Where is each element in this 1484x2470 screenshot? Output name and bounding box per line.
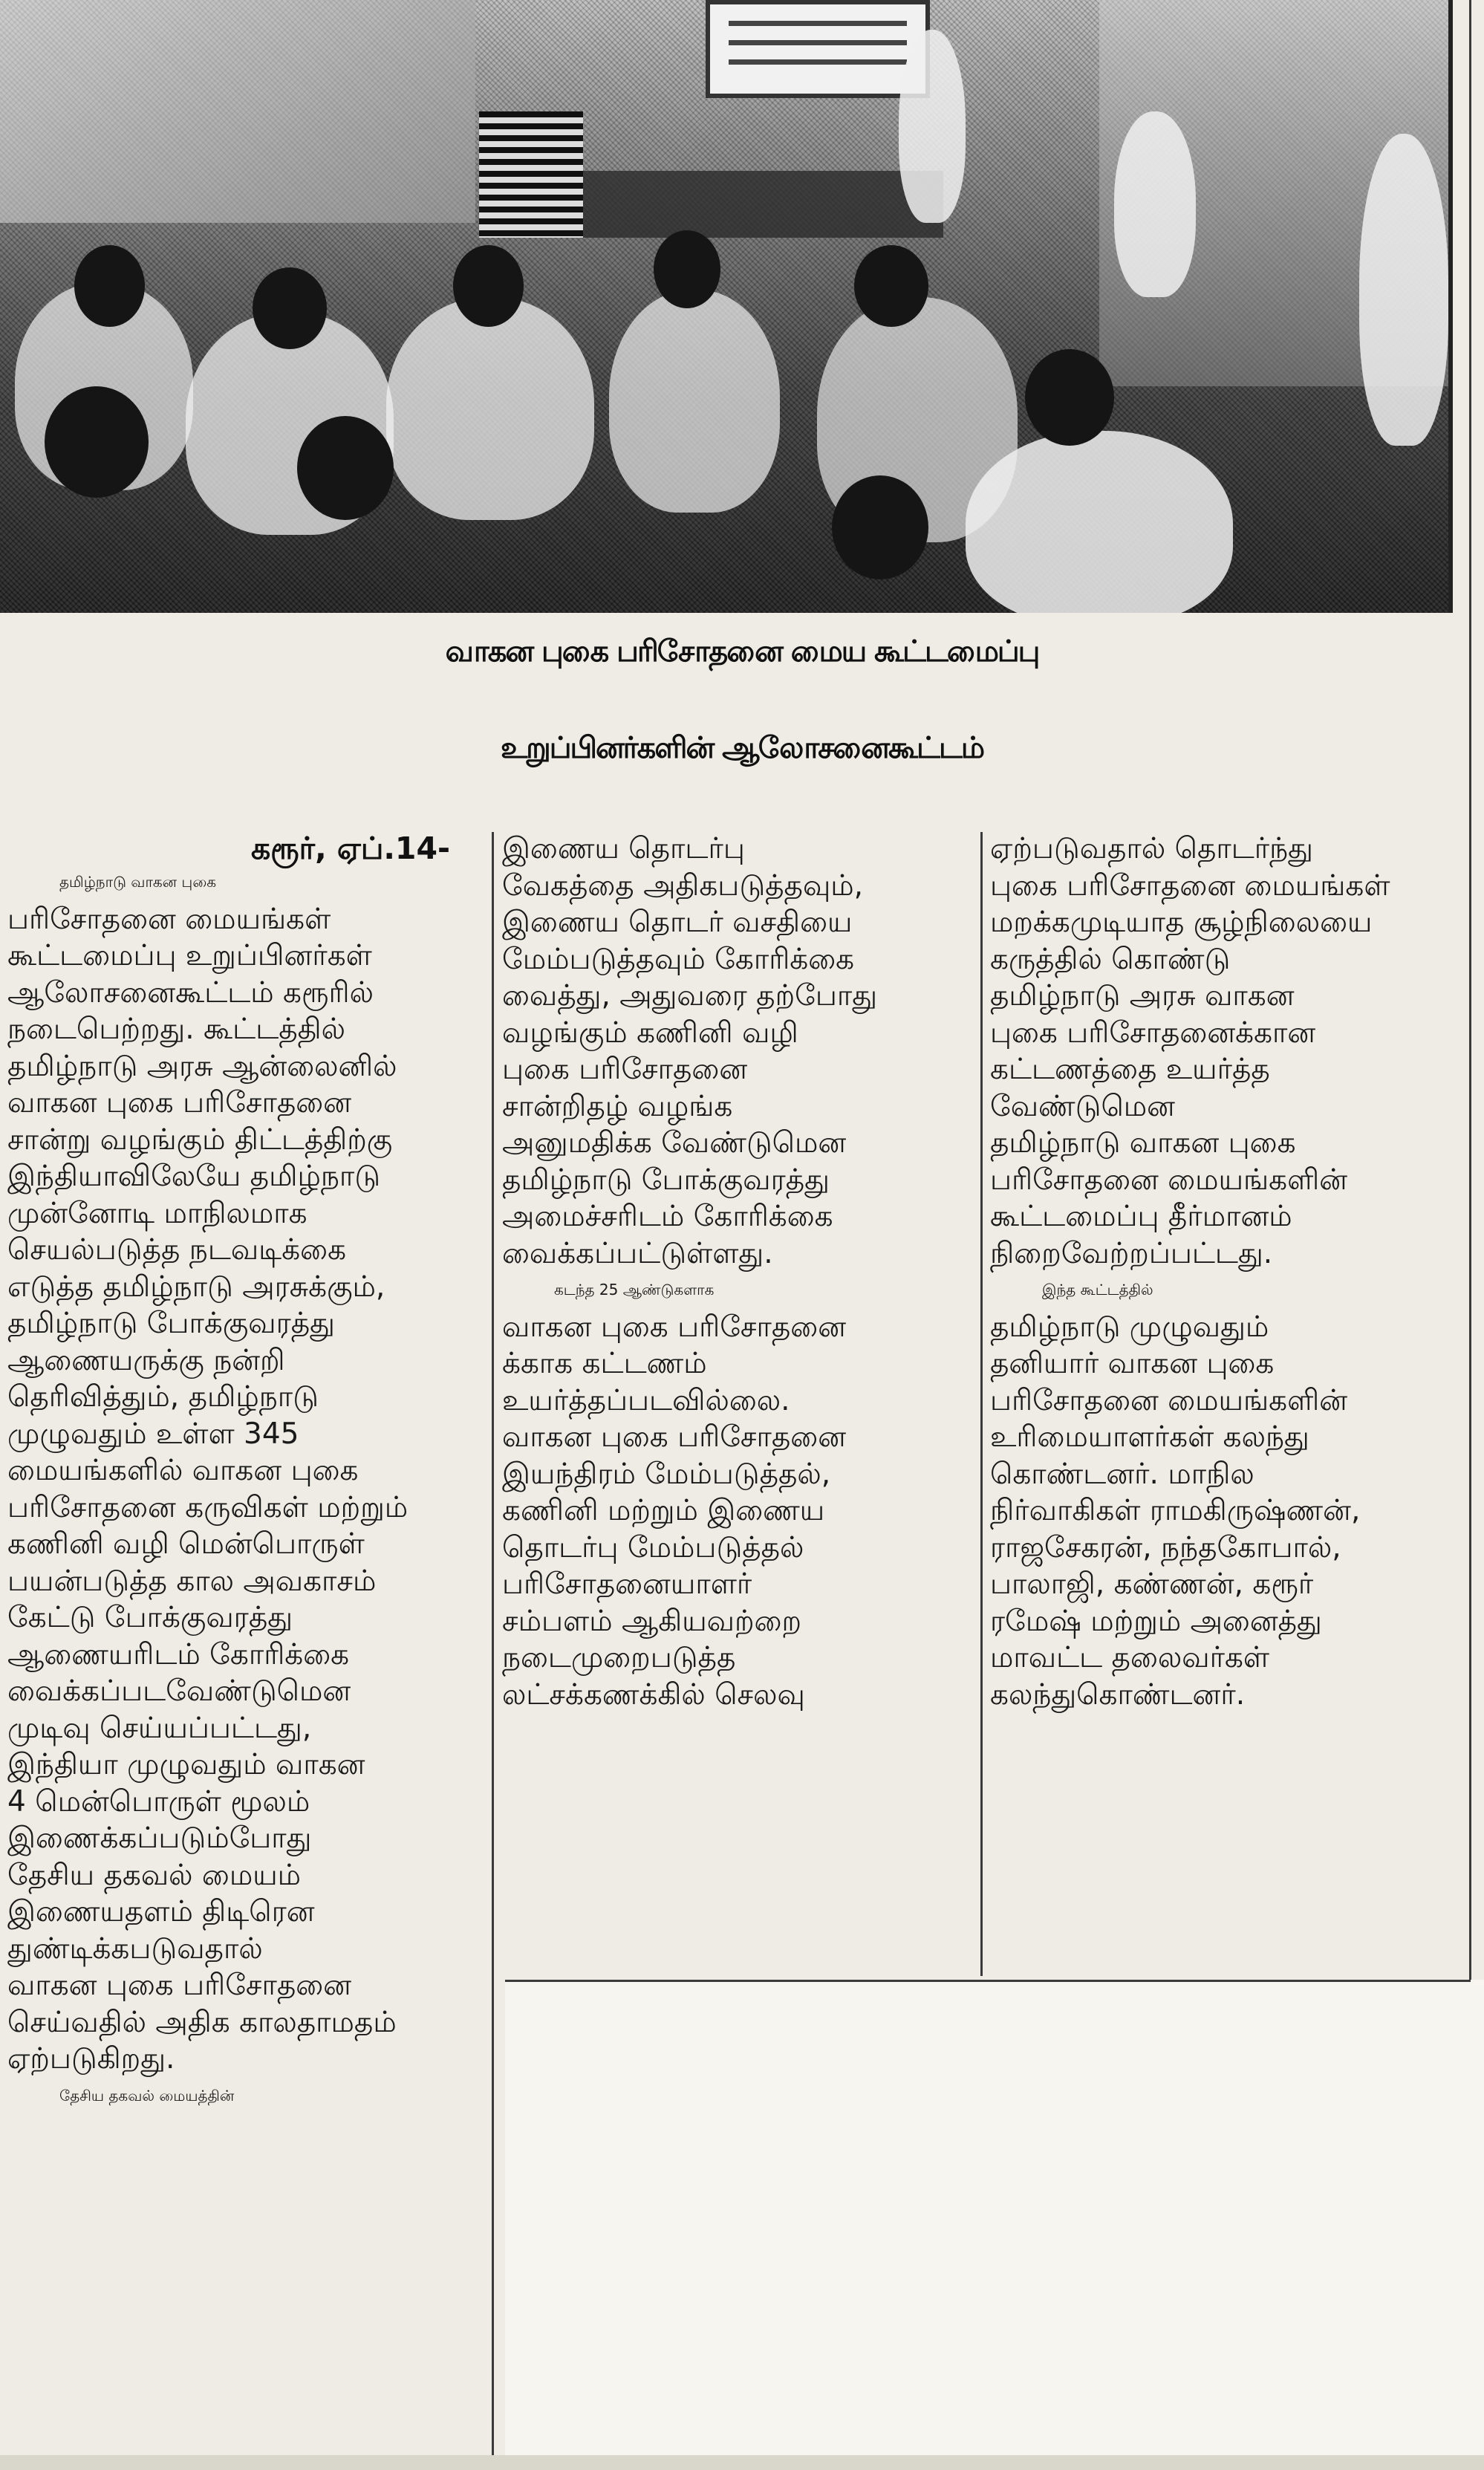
article-line: கூட்டமைப்பு தீர்மானம் — [990, 1200, 1292, 1233]
article-line: தமிழ்நாடு போக்குவரத்து — [502, 1163, 830, 1197]
article-line: வைக்கப்படவேண்டுமென — [7, 1674, 351, 1708]
article-line: எடுத்த தமிழ்நாடு அரசுக்கும், — [7, 1270, 385, 1304]
article-line: பரிசோதனை மையங்கள் — [7, 902, 331, 936]
photo-attendee — [966, 431, 1233, 613]
article-line: பயன்படுத்த கால அவகாசம் — [7, 1564, 377, 1598]
article-line: தமிழ்நாடு வாகன புகை — [990, 1126, 1296, 1160]
article-line: தமிழ்நாடு வாகன புகை — [59, 873, 217, 891]
article-line: செய்வதில் அதிக காலதாமதம் — [7, 2005, 397, 2039]
article-line: நிர்வாகிகள் ராமகிருஷ்ணன், — [990, 1494, 1361, 1527]
article-line: தமிழ்நாடு அரசு ஆன்லைனில் — [7, 1049, 397, 1083]
article-line: வழங்கும் கணினி வழி — [502, 1015, 798, 1050]
article-line: செயல்படுத்த நடவடிக்கை — [7, 1233, 347, 1267]
headline-line-2: உறுப்பினர்களின் ஆலோசனைகூட்டம் — [500, 731, 984, 765]
article-line: பரிசோதனை மையங்களின் — [990, 1163, 1348, 1197]
article-line: முடிவு செய்யப்பட்டது, — [7, 1711, 312, 1745]
article-line: பரிசோதனை கருவிகள் மற்றும் — [7, 1490, 409, 1524]
photo-head — [253, 267, 327, 349]
photo-head — [74, 245, 145, 327]
column-divider — [980, 832, 983, 1976]
article-line: தமிழ்நாடு அரசு வாகன — [990, 979, 1295, 1013]
article-line: கணினி வழி மென்பொருள் — [7, 1527, 365, 1561]
article-line: தேசிய தகவல் மையத்தின் — [59, 2086, 235, 2105]
article-line: ஏற்படுகிறது. — [7, 2042, 175, 2076]
dateline: கரூர், ஏப்.14- — [251, 831, 451, 866]
column-divider — [492, 832, 494, 2466]
article-line: ராஜசேகரன், நந்தகோபால், — [990, 1530, 1341, 1564]
article-line: ஆணையருக்கு நன்றி — [7, 1343, 285, 1377]
photo-head — [1025, 349, 1114, 446]
article-line: ரமேஷ் மற்றும் அனைத்து — [990, 1604, 1322, 1638]
article-line: வாகன புகை பரிசோதனை — [7, 1969, 352, 2002]
headline-line-1: வாகன புகை பரிசோதனை மைய கூட்டமைப்பு — [445, 634, 1039, 669]
article-line: வாகன புகை பரிசோதனை — [7, 1086, 352, 1119]
blank-area — [505, 1980, 1484, 2470]
news-photo — [0, 0, 1453, 613]
article-line: வாகன புகை பரிசோதனை — [502, 1420, 847, 1454]
article-line: தொடர்பு மேம்படுத்தல் — [502, 1530, 804, 1564]
article-line: க்காக கட்டணம் — [502, 1347, 707, 1380]
article-line: கட்டணத்தை உயர்த்த — [990, 1053, 1270, 1086]
article-line: மாவட்ட தலைவர்கள் — [990, 1641, 1270, 1674]
article-line: சான்று வழங்கும் திட்டத்திற்கு — [7, 1122, 393, 1157]
article-line: சான்றிதழ் வழங்க — [502, 1089, 733, 1123]
article-line: ஆலோசனைகூட்டம் கரூரில் — [7, 975, 374, 1010]
article-line: தமிழ்நாடு போக்குவரத்து — [7, 1307, 335, 1340]
photo-standing-man — [1114, 111, 1196, 297]
article-line: தெரிவித்தும், தமிழ்நாடு — [7, 1380, 319, 1414]
article-line: வைக்கப்பட்டுள்ளது. — [502, 1236, 773, 1270]
article-line: கருத்தில் கொண்டு — [990, 942, 1231, 976]
article-line: உரிமையாளர்கள் கலந்து — [990, 1420, 1309, 1454]
article-line: தனியார் வாகன புகை — [990, 1347, 1275, 1380]
article-line: இந்தியாவிலேயே தமிழ்நாடு — [7, 1160, 381, 1193]
article-column-1 — [7, 864, 483, 2114]
photo-attendee — [609, 290, 780, 513]
article-line: பாலாஜி, கண்ணன், கரூர் — [990, 1567, 1314, 1601]
article-line: நடைமுறைபடுத்த — [502, 1641, 736, 1674]
article-line: கூட்டமைப்பு உறுப்பினர்கள் — [7, 939, 372, 972]
article-line: தமிழ்நாடு முழுவதும் — [990, 1310, 1269, 1344]
article-line: இணைக்கப்படும்போது — [7, 1821, 312, 1855]
article-line: முன்னோடி மாநிலமாக — [7, 1196, 307, 1230]
photo-head — [832, 475, 928, 579]
page-bottom-edge — [0, 2455, 1484, 2470]
article-line: வைத்து, அதுவரை தற்போது — [502, 979, 878, 1013]
photo-speaker — [899, 30, 966, 223]
article-line: தேசிய தகவல் மையம் — [7, 1858, 302, 1892]
article-line: கேட்டு போக்குவரத்து — [7, 1601, 293, 1634]
article-line: இணையதளம் திடிரென — [7, 1895, 315, 1928]
article-line: மையங்களில் வாகன புகை — [7, 1454, 359, 1487]
headline — [0, 603, 1484, 796]
article-column-3 — [990, 831, 1465, 1713]
article-line: ஏற்படுவதால் தொடர்ந்து — [990, 832, 1313, 865]
photo-head — [654, 230, 720, 308]
article-line: நடைபெற்றது. கூட்டத்தில் — [7, 1013, 345, 1046]
article-line: அனுமதிக்க வேண்டுமென — [502, 1126, 847, 1160]
article-line: கணினி மற்றும் இணைய — [502, 1494, 825, 1527]
article-line: புகை பரிசோதனைக்கான — [990, 1015, 1316, 1050]
photo-head — [297, 416, 394, 520]
article-line: கலந்துகொண்டனர். — [990, 1677, 1246, 1712]
article-column-2 — [502, 831, 977, 1713]
photo-standing-man-right — [1359, 134, 1448, 446]
article-line: ஆணையரிடம் கோரிக்கை — [7, 1637, 350, 1671]
article-line: மறக்கமுடியாத சூழ்நிலையை — [990, 906, 1373, 939]
photo-attendee — [386, 297, 594, 520]
article-line: இணைய தொடர் வசதியை — [502, 906, 853, 939]
article-line: கடந்த 25 ஆண்டுகளாக — [554, 1281, 715, 1299]
article-line: லட்சக்கணக்கில் செலவு — [502, 1677, 805, 1712]
article-line: பரிசோதனையாளர் — [502, 1567, 752, 1601]
article-line: உயர்த்தப்படவில்லை. — [502, 1383, 790, 1417]
article-line: 4 மென்பொருள் மூலம் — [7, 1784, 310, 1819]
article-line: பரிசோதனை மையங்களின் — [990, 1383, 1348, 1417]
article-line: அமைச்சரிடம் கோரிக்கை — [502, 1200, 833, 1233]
article-line: இணைய தொடர்பு — [502, 832, 745, 865]
article-line: முழுவதும் உள்ள 345 — [7, 1417, 299, 1451]
article-line: சம்பளம் ஆகியவற்றை — [502, 1604, 802, 1638]
article-line: புகை பரிசோதனை — [502, 1053, 748, 1086]
photo-head — [453, 245, 524, 327]
article-line: இந்தியா முழுவதும் வாகன — [7, 1748, 365, 1781]
section-divider — [505, 1980, 1471, 1982]
photo-stage-banner — [706, 0, 930, 98]
article-line: வாகன புகை பரிசோதனை — [502, 1310, 847, 1344]
article-line: துண்டிக்கபடுவதால் — [7, 1931, 263, 1966]
article-line: இந்த கூட்டத்தில் — [1042, 1281, 1153, 1299]
article-line: புகை பரிசோதனை மையங்கள் — [990, 868, 1390, 903]
photo-podium — [479, 111, 583, 238]
article-line: வேண்டுமென — [990, 1089, 1176, 1123]
photo-wall-left — [0, 0, 475, 223]
article-line: இயந்திரம் மேம்படுத்தல், — [502, 1457, 831, 1491]
photo-head — [854, 245, 928, 327]
photo-head — [45, 386, 149, 498]
article-line: கொண்டனர். மாநில — [990, 1457, 1254, 1491]
article-line: நிறைவேற்றப்பட்டது. — [990, 1236, 1273, 1270]
article-line: வேகத்தை அதிகபடுத்தவும், — [502, 868, 864, 903]
article-line: மேம்படுத்தவும் கோரிக்கை — [502, 942, 855, 976]
